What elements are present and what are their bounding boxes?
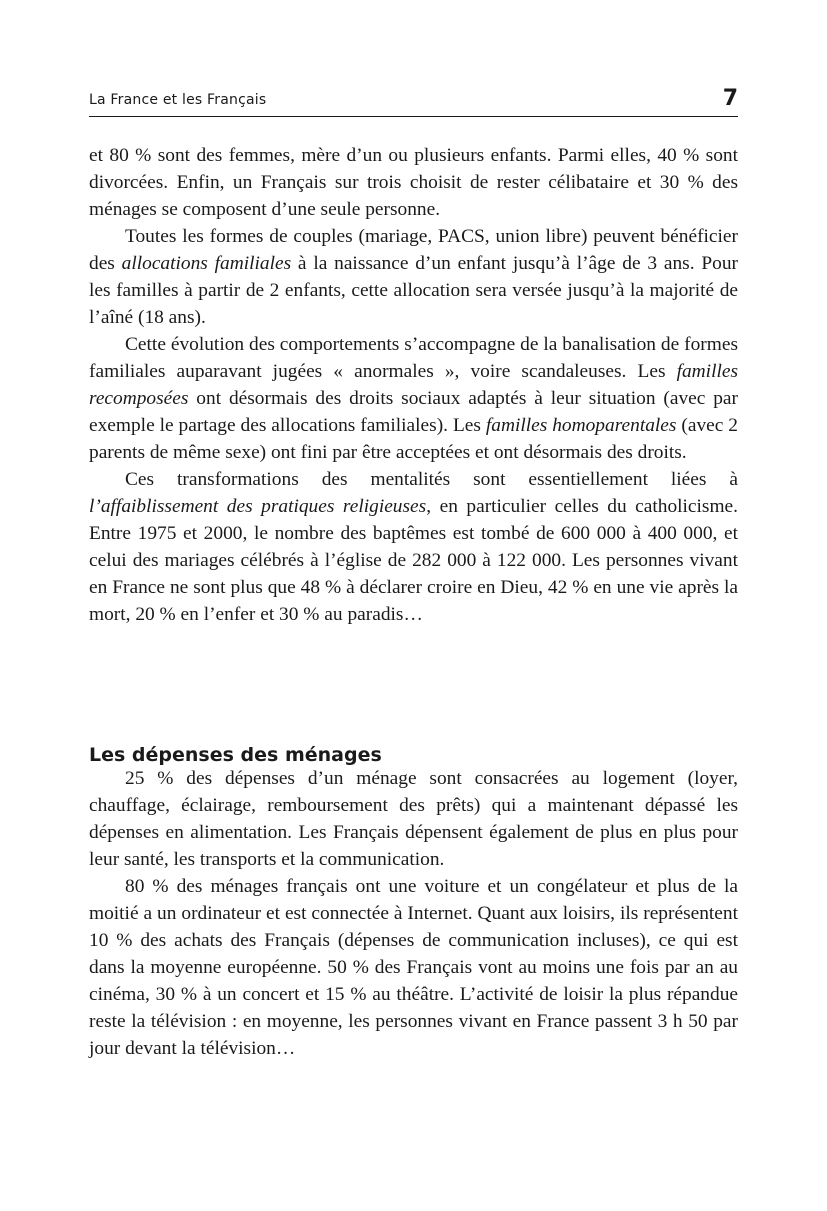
paragraph-text: , en particulier celles du catholicisme. Entre 1975 et 2000, le nombre des baptêmes est tombé de 600 000 à 400 000, et celui des mariages célébrés à l’église de 282 000 à 122 000. Les personnes vivant en France ne sont plus que 48 % à déclarer croire en Dieu, 42 % en une vie après la mort, 20 % en l’enfer et 30 % au paradis… (89, 496, 739, 625)
paragraph (89, 873, 738, 1062)
paragraph-text: Cette évolution des comportements s’accompagne de la banalisation de formes familiales auparavant jugées « anormales », voire scandaleuses. Les (89, 334, 738, 382)
section-body-2 (89, 765, 738, 1062)
book-page (89, 0, 738, 1211)
italic-term: familles homoparentales (485, 415, 677, 436)
paragraph-text: Ces transformations des mentalités sont essentiellement liées à (125, 469, 738, 490)
running-header (89, 80, 738, 117)
paragraph-text: et 80 % sont des femmes, mère d’un ou plusieurs enfants. Parmi elles, 40 % sont divorcées. Enfin, un Français sur trois choisit de rester célibataire et 30 % des ménages se composent d’une seule personne. (89, 145, 738, 220)
running-title: La France et les Français (89, 92, 267, 108)
italic-term: l’affaiblissement des pratiques religieuses (89, 496, 427, 517)
paragraph-text: 25 % des dépenses d’un ménage sont consacrées au logement (loyer, chauffage, éclairage, remboursement des prêts) qui a maintenant dépassé les dépenses en alimentation. Les Français dépensent également de plus en plus pour leur santé, les transports et la communication. (89, 768, 738, 870)
paragraph (89, 142, 738, 223)
paragraph (89, 765, 738, 873)
italic-term: familles recomposées (89, 361, 738, 409)
paragraph-text: à la naissance d’un enfant jusqu’à l’âge de 3 ans. Pour les familles à partir de 2 enfants, cette allocation sera versée jusqu’à la majorité de l’aîné (18 ans). (89, 253, 738, 328)
page-number: 7 (722, 86, 738, 111)
paragraph-text: (avec 2 parents de même sexe) ont fini par être acceptées et ont désormais des droits. (89, 415, 738, 463)
paragraph-text: 80 % des ménages français ont une voiture et un congélateur et plus de la moitié a un ordinateur et est connectée à Internet. Quant aux loisirs, ils représentent 10 % des achats des Français (dépenses de communication incluses), ce qui est dans la moyenne européenne. 50 % des Français vont au moins une fois par an au cinéma, 30 % à un concert et 15 % au théâtre. L’activité de loisir la plus répandue reste la télévision : en moyenne, les personnes vivant en France passent 3 h 50 par jour devant la télévision… (89, 876, 738, 1059)
section-body-1 (89, 142, 738, 628)
paragraph (89, 466, 738, 628)
paragraph (89, 331, 738, 466)
paragraph (89, 223, 738, 331)
paragraph-text: ont désormais des droits sociaux adaptés à leur situation (avec par exemple le partage des allocations familiales). Les (89, 388, 738, 436)
paragraph-text: Toutes les formes de couples (mariage, PACS, union libre) peuvent bénéficier des (89, 226, 738, 274)
italic-term: allocations familiales (121, 253, 292, 274)
section-heading: Les dépenses des ménages (89, 743, 382, 766)
